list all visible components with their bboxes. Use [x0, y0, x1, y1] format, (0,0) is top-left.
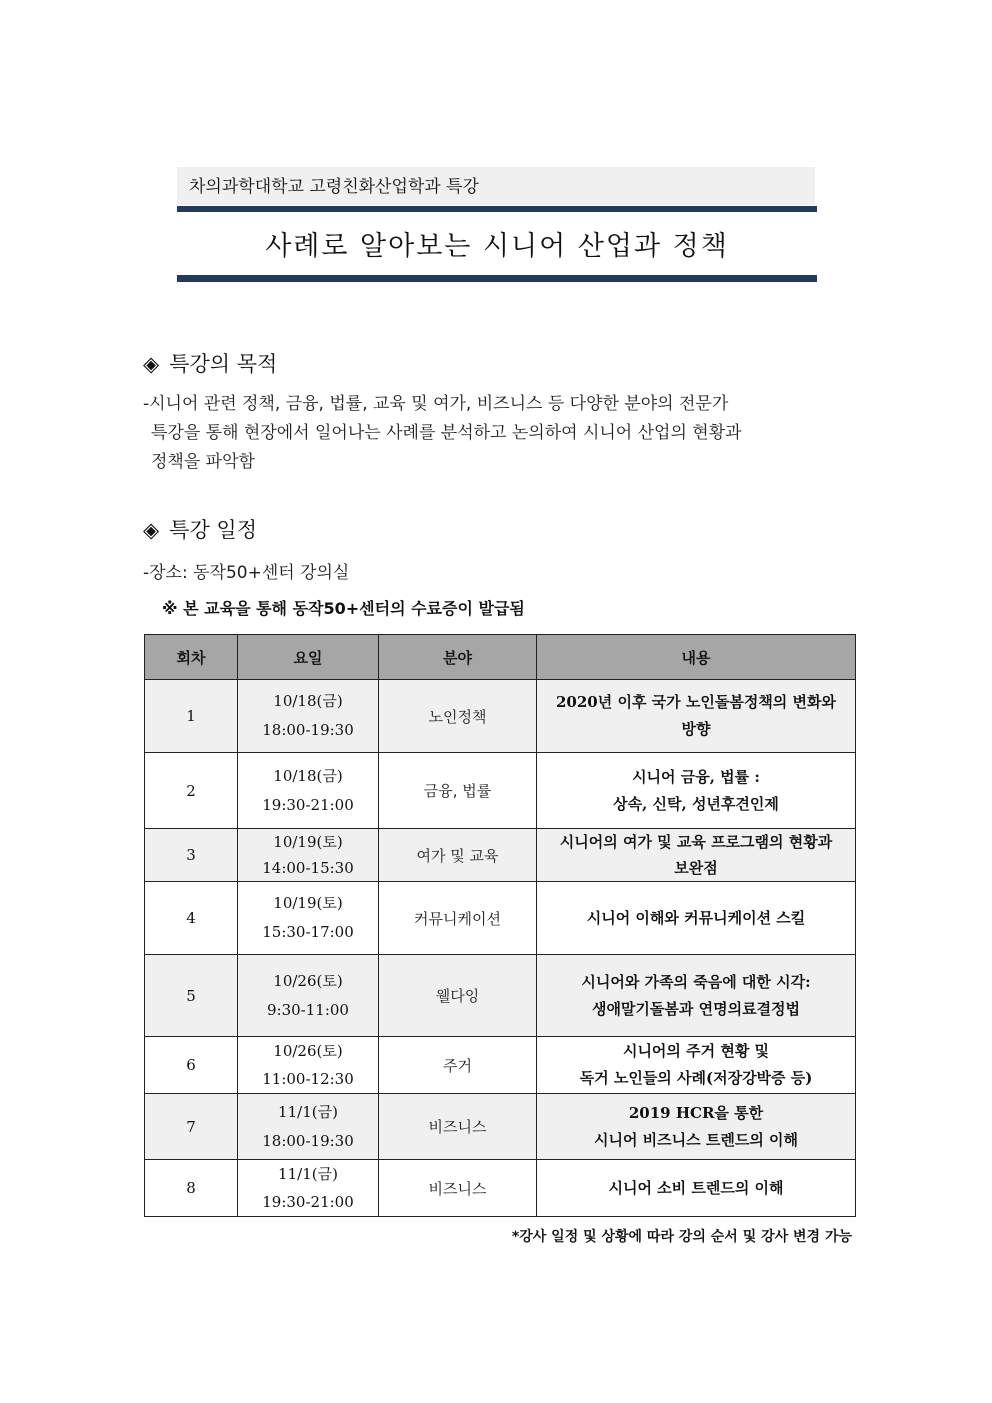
table-row	[145, 1094, 856, 1160]
session-content: 2020년 이후 국가 노인돌봄정책의 변화와 방향	[537, 680, 856, 753]
purpose-paragraph	[143, 390, 850, 477]
organization-label: 차의과학대학교 고령친화산업학과 특강	[177, 167, 815, 205]
session-content: 시니어 이해와 커뮤니케이션 스킬	[537, 882, 856, 955]
session-number: 6	[145, 1037, 238, 1094]
header-bar-bottom	[177, 275, 817, 282]
session-field: 비즈니스	[379, 1160, 537, 1217]
purpose-heading-text: 특강의 목적	[169, 352, 278, 376]
table-row	[145, 1037, 856, 1094]
diamond-bullet-icon: ◈	[143, 518, 160, 542]
session-content: 시니어 소비 트렌드의 이해	[537, 1160, 856, 1217]
session-number: 4	[145, 882, 238, 955]
schedule-table	[144, 634, 856, 1217]
column-header: 분야	[379, 635, 537, 680]
diamond-bullet-icon: ◈	[143, 352, 160, 376]
session-content: 2019 HCR을 통한 시니어 비즈니스 트렌드의 이해	[537, 1094, 856, 1160]
session-content: 시니어 금융, 법률 : 상속, 신탁, 성년후견인제	[537, 753, 856, 829]
table-row	[145, 680, 856, 753]
session-date: 11/1(금) 19:30-21:00	[238, 1160, 379, 1217]
session-date: 10/19(토) 15:30-17:00	[238, 882, 379, 955]
session-number: 5	[145, 955, 238, 1037]
session-field: 주거	[379, 1037, 537, 1094]
column-header: 회차	[145, 635, 238, 680]
purpose-line: 정책을 파악함	[151, 452, 255, 472]
table-row	[145, 882, 856, 955]
session-date: 10/18(금) 19:30-21:00	[238, 753, 379, 829]
schedule-heading	[143, 514, 257, 544]
session-date: 11/1(금) 18:00-19:30	[238, 1094, 379, 1160]
table-row	[145, 955, 856, 1037]
purpose-line: -시니어 관련 정책, 금융, 법률, 교육 및 여가, 비즈니스 등 다양한 분야의 전문가	[143, 394, 729, 414]
session-field: 금융, 법률	[379, 753, 537, 829]
table-row	[145, 829, 856, 882]
column-header: 요일	[238, 635, 379, 680]
session-field: 여가 및 교육	[379, 829, 537, 882]
schedule-heading-text: 특강 일정	[169, 518, 257, 542]
table-header-row	[145, 635, 856, 680]
header-bar-top	[177, 206, 817, 212]
session-field: 노인정책	[379, 680, 537, 753]
table-row	[145, 1160, 856, 1217]
session-number: 7	[145, 1094, 238, 1160]
purpose-heading	[143, 348, 277, 378]
session-content: 시니어의 주거 현황 및 독거 노인들의 사례(저장강박증 등)	[537, 1037, 856, 1094]
location-text: -장소: 동작50+센터 강의실	[143, 563, 350, 583]
session-field: 커뮤니케이션	[379, 882, 537, 955]
session-number: 8	[145, 1160, 238, 1217]
session-number: 3	[145, 829, 238, 882]
purpose-line: 특강을 통해 현장에서 일어나는 사례를 분석하고 논의하여 시니어 산업의 현황과	[151, 423, 742, 443]
table-row	[145, 753, 856, 829]
session-field: 웰다잉	[379, 955, 537, 1037]
session-content: 시니어와 가족의 죽음에 대한 시각: 생애말기돌봄과 연명의료결정법	[537, 955, 856, 1037]
footnote: *강사 일정 및 상황에 따라 강의 순서 및 강사 변경 가능	[511, 1229, 852, 1245]
session-date: 10/18(금) 18:00-19:30	[238, 680, 379, 753]
certificate-note: ※ 본 교육을 통해 동작50+센터의 수료증이 발급됨	[162, 599, 525, 618]
session-number: 2	[145, 753, 238, 829]
session-number: 1	[145, 680, 238, 753]
page-title: 사례로 알아보는 시니어 산업과 정책	[265, 231, 729, 262]
session-date: 10/26(토) 9:30-11:00	[238, 955, 379, 1037]
column-header: 내용	[537, 635, 856, 680]
session-date: 10/19(토) 14:00-15:30	[238, 829, 379, 882]
session-field: 비즈니스	[379, 1094, 537, 1160]
session-content: 시니어의 여가 및 교육 프로그램의 현황과 보완점	[537, 829, 856, 882]
session-date: 10/26(토) 11:00-12:30	[238, 1037, 379, 1094]
